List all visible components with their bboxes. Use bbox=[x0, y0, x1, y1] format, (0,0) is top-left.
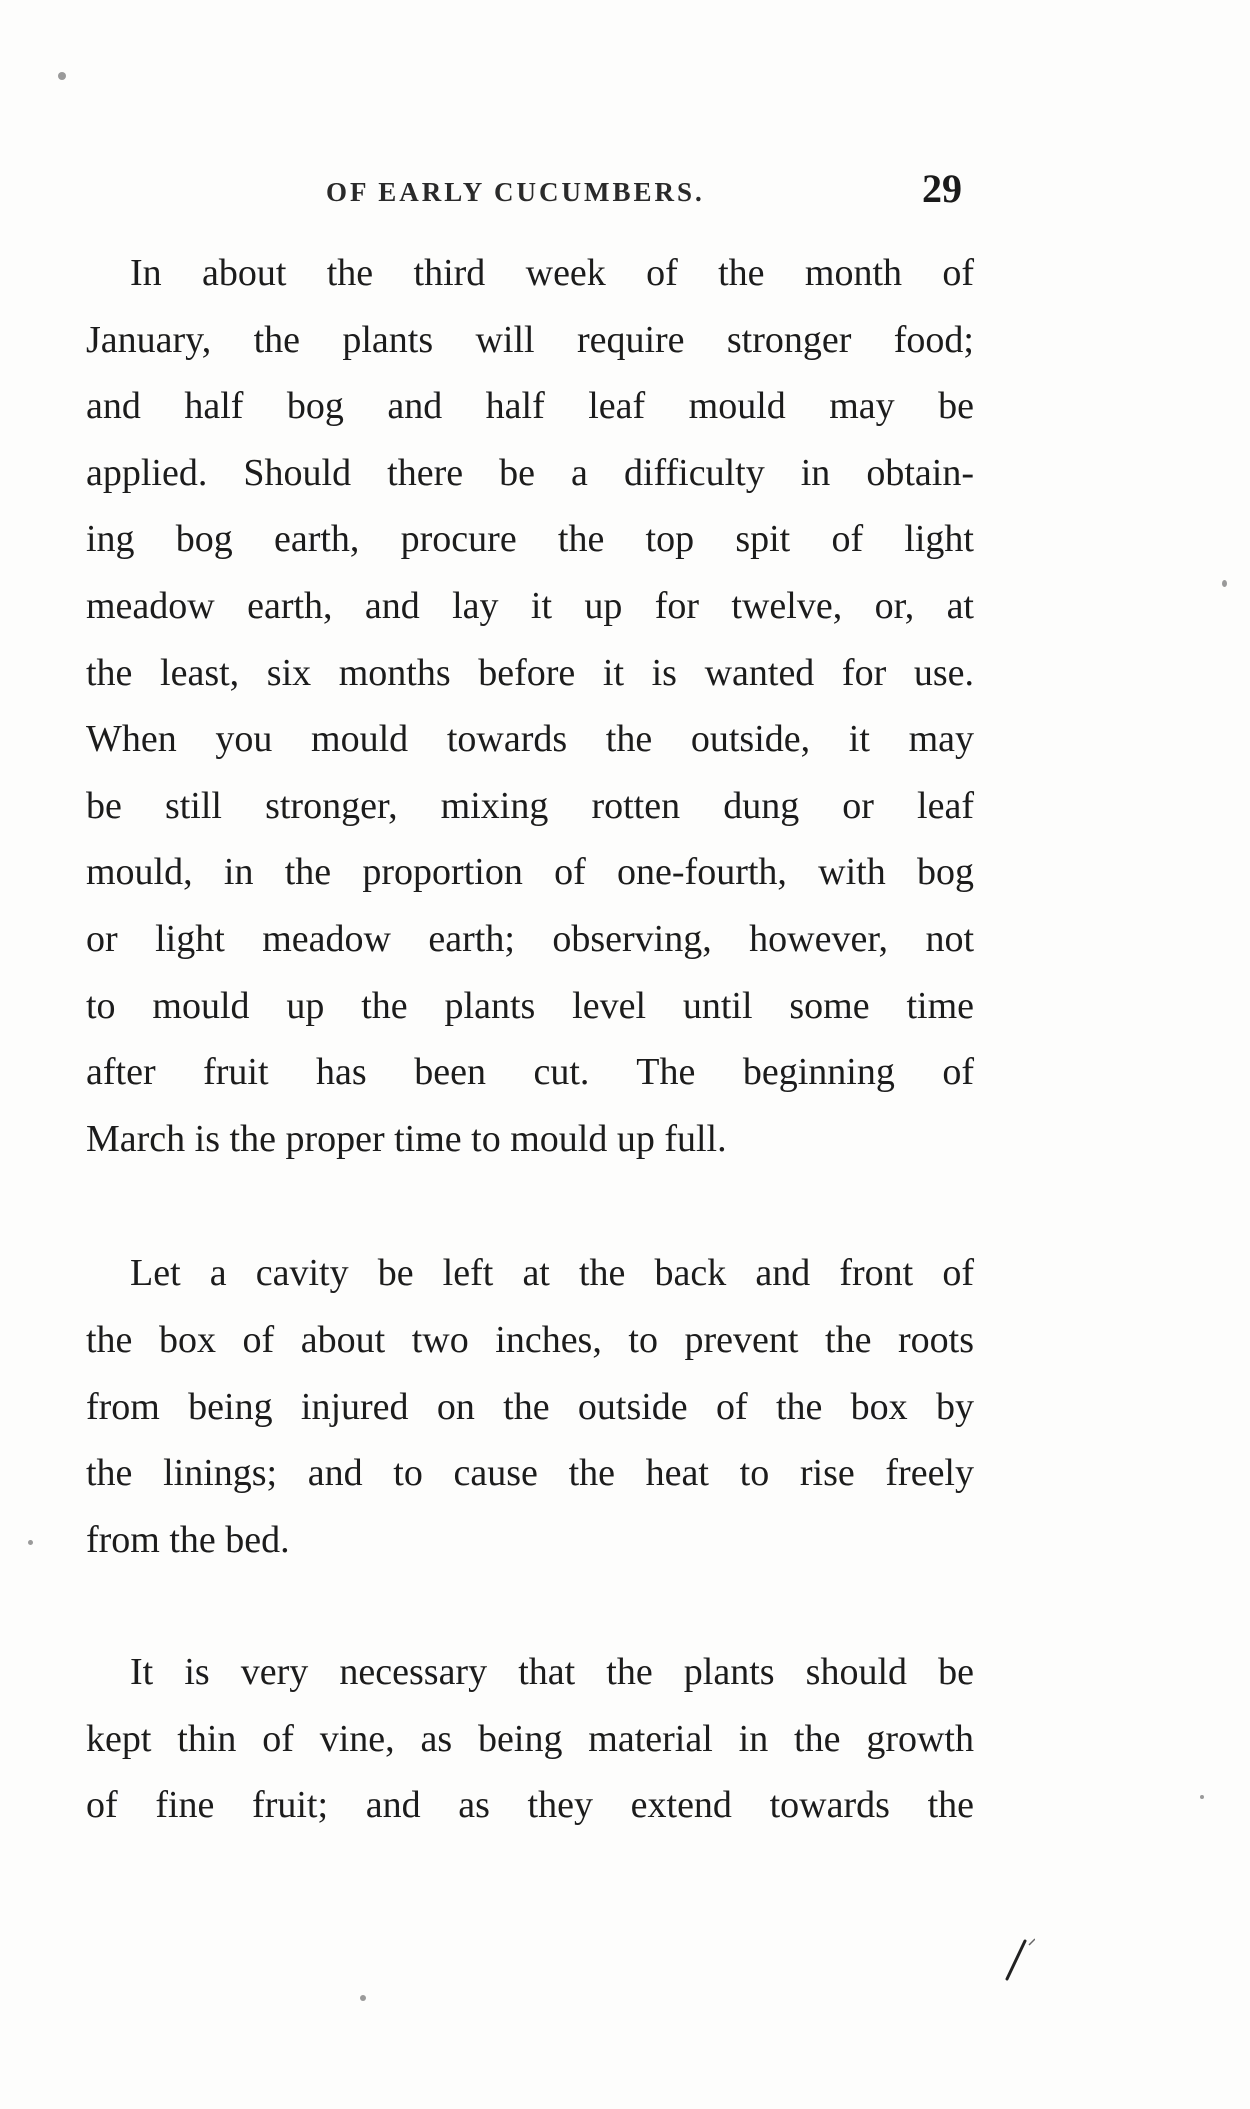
paper-speck bbox=[360, 1995, 366, 2001]
text-line: March is the proper time to mould up full. bbox=[86, 1117, 727, 1160]
paper-speck bbox=[1222, 580, 1227, 587]
text-line: or light meadow earth; observing, however, not bbox=[86, 917, 974, 960]
text-line: In about the third week of the month of bbox=[130, 252, 974, 294]
text-line: meadow earth, and lay it up for twelve, or, at bbox=[86, 584, 974, 627]
text-line: When you mould towards the outside, it may bbox=[86, 718, 974, 761]
ink-slash-mark bbox=[995, 1935, 1035, 1985]
text-line: mould, in the proportion of one-fourth, with bog bbox=[86, 851, 974, 894]
text-line: Let a cavity be left at the back and front of bbox=[130, 1252, 974, 1295]
paragraph-3 bbox=[86, 1639, 974, 1839]
paragraph-2 bbox=[86, 1240, 974, 1573]
text-line: applied. Should there be a difficulty in obtain- bbox=[86, 451, 974, 494]
text-line: be still stronger, mixing rotten dung or leaf bbox=[86, 784, 974, 827]
text-line: the box of about two inches, to prevent the roots bbox=[86, 1318, 974, 1361]
page-number: 29 bbox=[922, 166, 962, 211]
paper-speck bbox=[1200, 1795, 1204, 1799]
paragraph-1 bbox=[86, 240, 974, 1172]
running-title: OF EARLY CUCUMBERS. bbox=[326, 177, 705, 207]
body-text bbox=[86, 240, 974, 1839]
text-line: to mould up the plants level until some time bbox=[86, 984, 974, 1027]
paragraph-gap bbox=[86, 1172, 974, 1240]
paper-speck bbox=[58, 72, 66, 80]
text-line: ing bog earth, procure the top spit of light bbox=[86, 518, 974, 561]
page-header bbox=[86, 165, 974, 225]
text-line: kept thin of vine, as being material in the growth bbox=[86, 1717, 974, 1760]
paper-speck bbox=[28, 1540, 33, 1545]
text-line: the linings; and to cause the heat to rise freely bbox=[86, 1452, 974, 1495]
text-line: the least, six months before it is wanted for use. bbox=[86, 651, 974, 694]
text-line: from the bed. bbox=[86, 1518, 290, 1561]
paragraph-gap bbox=[86, 1573, 974, 1639]
text-line: and half bog and half leaf mould may be bbox=[86, 385, 974, 428]
text-line: of fine fruit; and as they extend towards the bbox=[86, 1784, 974, 1827]
text-line: January, the plants will require stronger food; bbox=[86, 318, 974, 361]
text-line: from being injured on the outside of the box by bbox=[86, 1385, 974, 1428]
text-line: after fruit has been cut. The beginning of bbox=[86, 1051, 974, 1094]
text-line: It is very necessary that the plants should be bbox=[130, 1651, 974, 1694]
